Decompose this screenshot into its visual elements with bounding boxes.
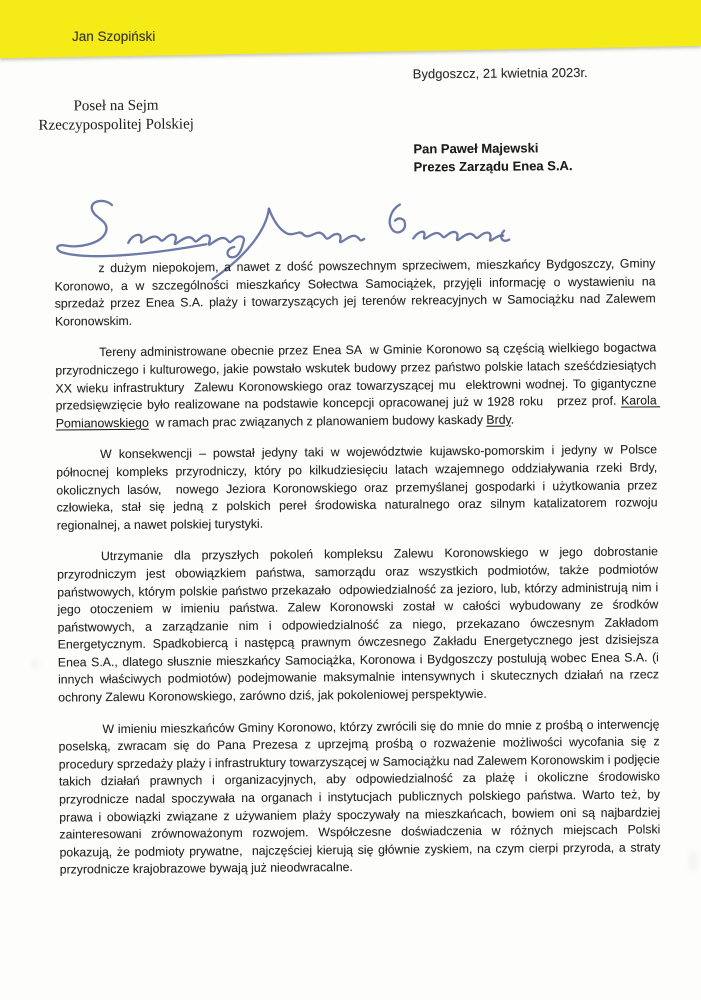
body-paragraph: W konsekwencji – powstał jedyny taki w województwie kujawsko-pomorskim i jedyny w Polsce północnej kompleks przyrodniczy, który po kilkudziesięciu latach wzajemnego oddziaływania rzeki Brdy, okolicznych lasów, nowego Jeziora Koronowskiego oraz przemyślanej gospodarki i użytkowania przez człowieka, stał się jedną z polskich pereł środowiska naturalnego oraz silnym katalizatorem rozwoju regionalnej, a nawet polskiej turystyki. [56, 442, 661, 533]
body-paragraph: Utrzymanie dla przyszłych pokoleń kompleksu Zalewu Koronowskiego w jego dobrostanie przyrodniczym jest obowiązkiem państwa, samorządu oraz wszystkich podmiotów, także podmiotów państwowych, którym polskie państwo przekazało odpowiedzialność za jezioro, lub, którzy administrują nim i jego otoczeniem w imieniu państwa. Zalew Koronowski został w całości wybudowany ze środków państwowych, a zarządzanie nim i odpowiedzialność za niego, przekazano ówczesnym Zakładom Energetycznym. Spadkobiercą i następcą prawnym ówczesnego Zakładu Energetycznego jest dzisiejsza Enea S.A., dlatego słusznie mieszkańcy Samociążka, Koronowa i Bydgoszczy postulują wobec Enea S.A. (i innych właściwych podmiotów) podejmowanie maksymalnie intensywnych i skutecznych działań na rzecz ochrony Zalewu Koronowskiego, zarówno dziś, jak pokoleniowej perspektywie. [57, 544, 663, 705]
recipient-name: Pan Paweł Majewski [413, 140, 539, 157]
sender-title-line1: Poseł na Sejm [73, 97, 159, 115]
letterhead-author-name: Jan Szopiński [72, 29, 156, 44]
recipient-block [413, 139, 572, 176]
letter-body [54, 255, 665, 893]
body-paragraph: Tereny administrowane obecnie przez Enea SA w Gminie Koronowo są częścią wielkiego bogactwa przyrodniczego i kulturowego, jakie powstało wskutek budowy przez państwo polskie latach sześćdziesiątych XX wieku infrastruktury Zalewu Koronowskiego oraz towarzyszącej mu elektrowni wodnej. To gigantyczne przedsięwzięcie było realizowane na podstawie koncepcji opracowanej już w 1928 roku przez prof. Karola Pomianowskiego w ramach prac związanych z planowaniem budowy kaskady Brdy. [55, 340, 661, 431]
body-paragraph: W imieniu mieszkańców Gminy Koronowo, którzy zwrócili się do mnie do mnie z prośbą o interwencję poselską, zwracam się do Pana Prezesa z uprzejmą prośbą o rozważenie możliwości wycofania się z procedury sprzedaży plaży i infrastruktury towarzyszącej w Samociążku nad Zalewem Koronowskim i podjęcie takich działań prawnych i organizacyjnych, aby odpowiedzialność za plażę i okoliczne środowisko przyrodnicze nadal spoczywała na organach i instytucjach publicznych polskiego państwa. Warto też, by prawa i obowiązki związane z używaniem plaży spoczywały na mieszkańcach, bowiem oni są najbardziej zainteresowani zrównoważonym rozwojem. Współczesne doświadczenia w różnych miejscach Polski pokazują, że podmioty prywatne, najczęściej kierują się głównie zyskiem, na czym cierpi przyroda, a straty przyrodnicze krajobrazowe bywają już nieodwracalne. [58, 716, 665, 877]
scan-smudge [640, 450, 654, 460]
scan-smudge [688, 850, 698, 872]
sender-title-line2: Rzeczypospolitej Polskiej [38, 115, 194, 134]
body-paragraph: z dużym niepokojem, a nawet z dość powszechnym sprzeciwem, mieszkańcy Bydgoszczy, Gminy Koronowo, a w szczególności mieszkańcy Sołectwa Samociążek, przyjęli informację o wystawieniu na sprzedaż przez Enea S.A. plaży i towarzyszących jej terenów rekreacyjnych w Samociążku nad Zalewem Koronowskim. [54, 256, 660, 329]
sender-block [20, 96, 212, 135]
dateline: Bydgoszcz, 21 kwietnia 2023r. [412, 64, 588, 82]
recipient-role: Prezes Zarządu Enea S.A. [413, 158, 573, 175]
scan-smudge [30, 660, 40, 668]
